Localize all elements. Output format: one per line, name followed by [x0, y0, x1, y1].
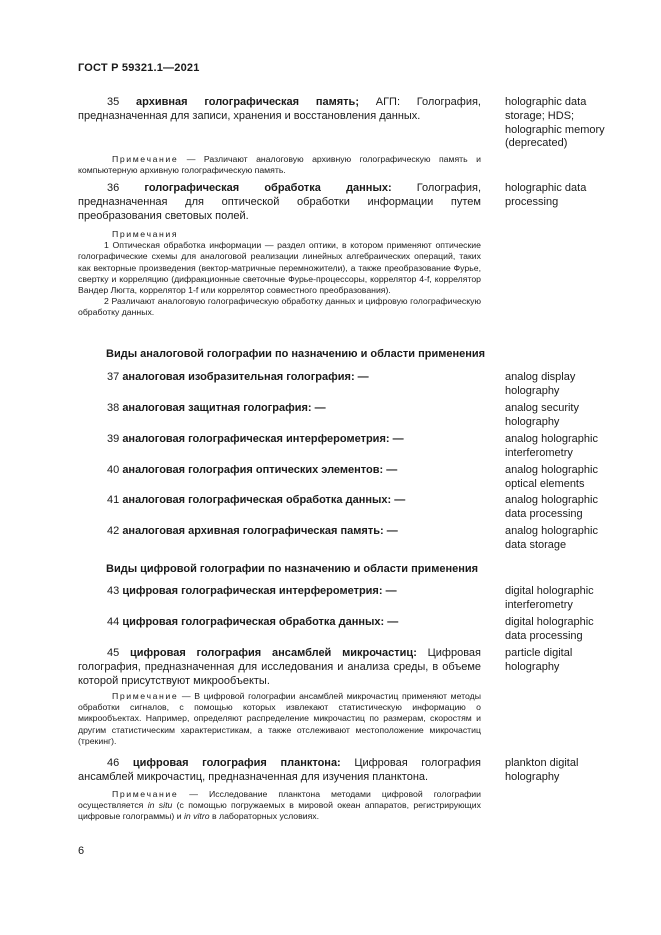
note-label: Примечание [112, 154, 179, 164]
term-number: 38 [107, 402, 120, 414]
term-37 [78, 371, 481, 385]
term-number: 36 [107, 182, 120, 194]
term-44-english: digital holographic data processing [505, 616, 594, 642]
term-number: 43 [107, 585, 120, 597]
note-46 [78, 789, 481, 823]
term-number: 37 [107, 371, 120, 383]
note-in-situ: in situ [147, 800, 173, 811]
note-label: Примечания [112, 229, 179, 239]
note-text-c: в лабораторных условиях. [209, 811, 320, 822]
term-name: аналоговая изобразительная голография: — [122, 371, 369, 383]
note-label: Примечание [112, 789, 179, 799]
note-text: — В цифровой голографии ансамблей микрочастиц применяют методы обработки сигналов, с помощью которых извлекают статистическую информацию о микрообъектах. Например, определяют распределение микрочастиц по размерам, скоростям и другим статистическим характеристикам, а также отслеживают местоположение микрочастиц (трекинг). [78, 691, 481, 746]
note-item-1: 1 Оптическая обработка информации — раздел оптики, в котором применяют оптические голографические схемы для аналоговой реализации линейных алгебраических операций, таких как векторные произведения (вектор-матричные перемножители), а также преобразование Фурье, свертку и корреляцию (дифракционные светочные Фурье-процессоры, коррелятор 4-f, коррелятор Вандер Люгта, коррелятор 1-f или коррелятор совместного преобразования). [78, 240, 481, 296]
term-45-english: particle digital holography [505, 647, 573, 673]
term-35-english: holographic data storage; HDS; holographic memory (deprecated) [505, 96, 605, 150]
term-35 [78, 96, 481, 124]
term-name: архивная голографическая память; [136, 96, 359, 108]
term-name: аналоговая голография оптических элементов: — [122, 464, 398, 476]
term-44 [78, 616, 481, 630]
term-46-english: plankton digital holography [505, 757, 579, 783]
term-name: аналоговая архивная голографическая память: — [122, 525, 398, 537]
term-name: аналоговая защитная голография: — [122, 402, 326, 414]
note-36 [78, 229, 481, 319]
term-name: цифровая голографическая интерферометрия: — [122, 585, 397, 597]
term-name: цифровая голография планктона: [132, 757, 341, 769]
term-number: 46 [107, 757, 120, 769]
standard-header: ГОСТ Р 59321.1—2021 [78, 62, 200, 74]
term-43 [78, 585, 481, 599]
term-37-english: analog display holography [505, 371, 576, 397]
note-in-vitro: in vitro [183, 811, 210, 822]
term-43-english: digital holographic interferometry [505, 585, 594, 611]
term-number: 44 [107, 616, 120, 628]
term-40-english: analog holographic optical elements [505, 464, 598, 490]
term-38 [78, 402, 481, 416]
term-number: 41 [107, 494, 120, 506]
term-name: цифровая голографическая обработка данных: — [122, 616, 399, 628]
term-45 [78, 647, 481, 688]
term-42-english: analog holographic data storage [505, 525, 598, 551]
term-name: аналоговая голографическая обработка данных: — [122, 494, 406, 506]
term-definition: АГП: Голография, предназначенная для записи, хранения и восстановления данных. [78, 96, 481, 122]
term-definition: Цифровая голография ансамблей микрочастиц, предназначенная для изучения планктона. [78, 757, 481, 783]
term-definition: Голография, предназначенная для оптической обработки информации путем преобразования световых полей. [78, 182, 481, 222]
term-number: 40 [107, 464, 120, 476]
note-label: Примечание [112, 691, 179, 701]
term-40 [78, 464, 481, 478]
section-heading-digital: Виды цифровой голографии по назначению и области применения [106, 563, 479, 575]
term-name: аналоговая голографическая интерферометрия: — [122, 433, 404, 445]
note-item-2: 2 Различают аналоговую голографическую обработку данных и цифровую голографическую обработку данных. [78, 296, 481, 318]
page-number: 6 [78, 845, 85, 857]
note-text: — Различают аналоговую архивную голографическую память и компьютерную архивную голографическую память. [78, 154, 481, 176]
term-42 [78, 525, 481, 539]
term-number: 42 [107, 525, 120, 537]
term-41-english: analog holographic data processing [505, 494, 598, 520]
term-41 [78, 494, 481, 508]
term-name: голографическая обработка данных: [144, 182, 392, 194]
note-text-a: — Исследование планктона методами цифровой голографии осуществляется [78, 789, 481, 811]
section-heading-analog: Виды аналоговой голографии по назначению и области применения [106, 348, 486, 360]
term-number: 39 [107, 433, 120, 445]
term-number: 35 [107, 96, 120, 108]
term-36-english: holographic data processing [505, 182, 587, 208]
note-45 [78, 691, 481, 747]
term-name: цифровая голография ансамблей микрочастиц: [130, 647, 417, 659]
term-38-english: analog security holography [505, 402, 579, 428]
note-text-b: (с помощью погружаемых в мировой океан аппаратов, регистрирующих цифровые голограммы) и [78, 800, 481, 822]
note-35 [78, 154, 481, 176]
term-46 [78, 757, 481, 785]
term-number: 45 [107, 647, 120, 659]
term-39 [78, 433, 481, 447]
term-36 [78, 182, 481, 223]
term-39-english: analog holographic interferometry [505, 433, 598, 459]
term-definition: Цифровая голография, предназначенная для исследования и анализа среды, в объеме которой присутствуют микрообъекты. [78, 647, 481, 687]
